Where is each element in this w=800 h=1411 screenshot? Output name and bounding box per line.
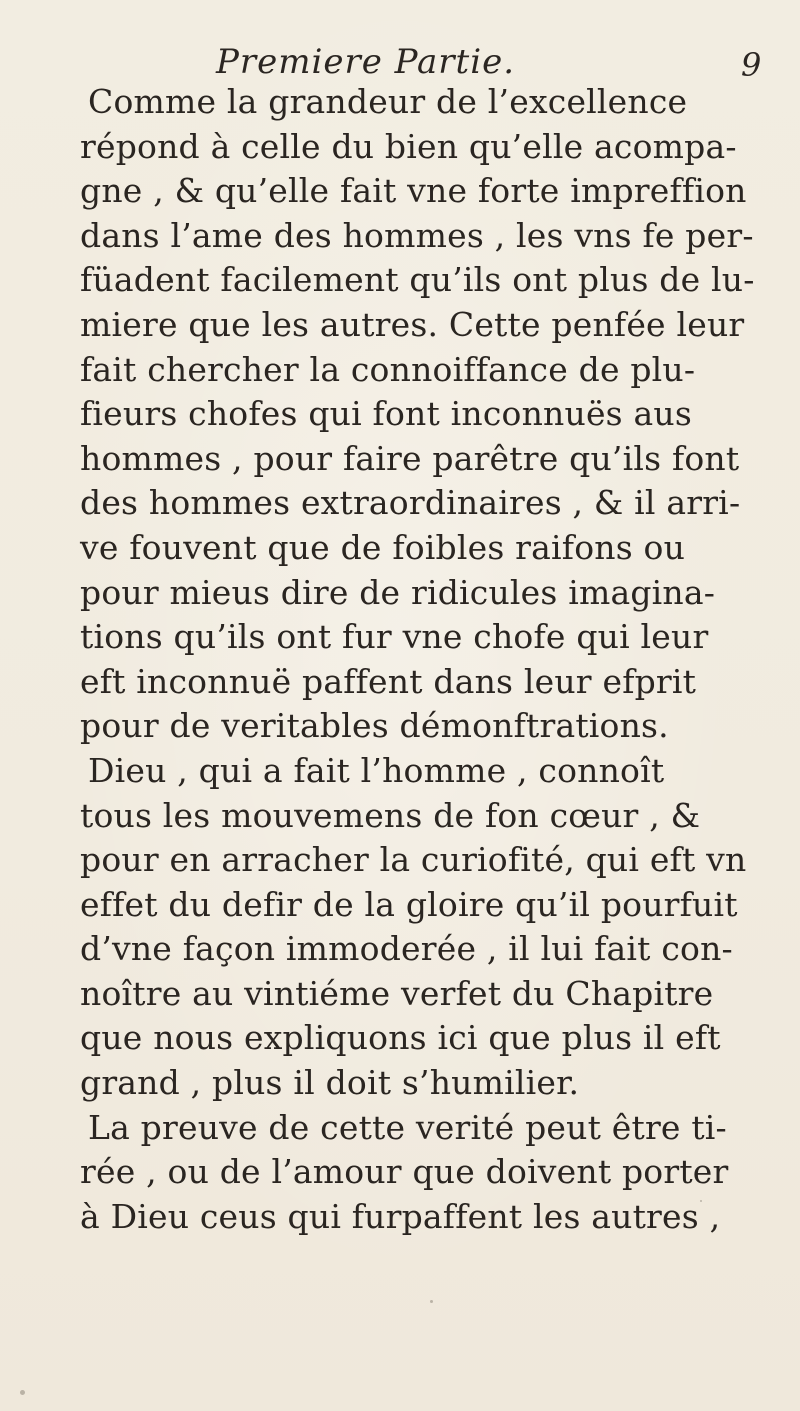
text-line: d’vne façon immoderée , il lui fait con- (80, 929, 733, 969)
text-line: fait chercher la connoiffance de plu- (80, 349, 696, 389)
paper-speck (20, 1390, 25, 1395)
text-line: Comme la grandeur de l’excellence (88, 82, 688, 121)
text-line: gne , & qu’elle fait vne forte impreffion (80, 171, 747, 211)
text-line: Dieu , qui a fait l’homme , connoît (88, 750, 665, 790)
text-line: miere que les autres. Cette penfée leur (80, 304, 745, 344)
text-line: pour mieus dire de ridicules imagina- (80, 572, 716, 612)
text-line: füadent facilement qu’ils ont plus de lu- (80, 260, 755, 300)
text-line: pour de veritables démonftrations. (80, 706, 669, 746)
text-line: eft inconnuë paffent dans leur efprit (80, 661, 697, 701)
body-text (52, 80, 762, 1239)
text-line: répond à celle du bien qu’elle acompa- (80, 126, 737, 166)
text-line: tions qu’ils ont fur vne chofe qui leur (80, 617, 709, 657)
text-line: grand , plus il doit s’humilier. (80, 1063, 580, 1103)
text-line: que nous expliquons ici que plus il eft (80, 1018, 721, 1058)
paper-speck (700, 1200, 702, 1202)
text-line: pour en arracher la curiofité, qui eft vn (80, 840, 747, 880)
text-line: fieurs chofes qui font inconnuës aus (80, 394, 692, 434)
paper-speck (430, 1300, 433, 1303)
text-line: ve fouvent que de foibles raifons ou (80, 527, 686, 567)
page-number: 9 (741, 46, 762, 84)
text-line: hommes , pour faire parêtre qu’ils font (80, 438, 740, 478)
text-line: tous les mouvemens de fon cœur , & (80, 795, 701, 835)
text-line: à Dieu ceus qui furpaffent les autres , (80, 1196, 721, 1236)
text-line: noître au vintiéme verfet du Chapitre (80, 973, 714, 1013)
text-line: dans l’ame des hommes , les vns fe per- (80, 215, 754, 255)
running-title: Premiere Partie. (216, 42, 516, 82)
text-line: des hommes extraordinaires , & il arri- (80, 483, 741, 523)
text-line: La preuve de cette verité peut être ti- (88, 1107, 727, 1147)
text-line: effet du defir de la gloire qu’il pourfuit (80, 884, 738, 924)
text-line: rée , ou de l’amour que doivent porter (80, 1152, 729, 1192)
